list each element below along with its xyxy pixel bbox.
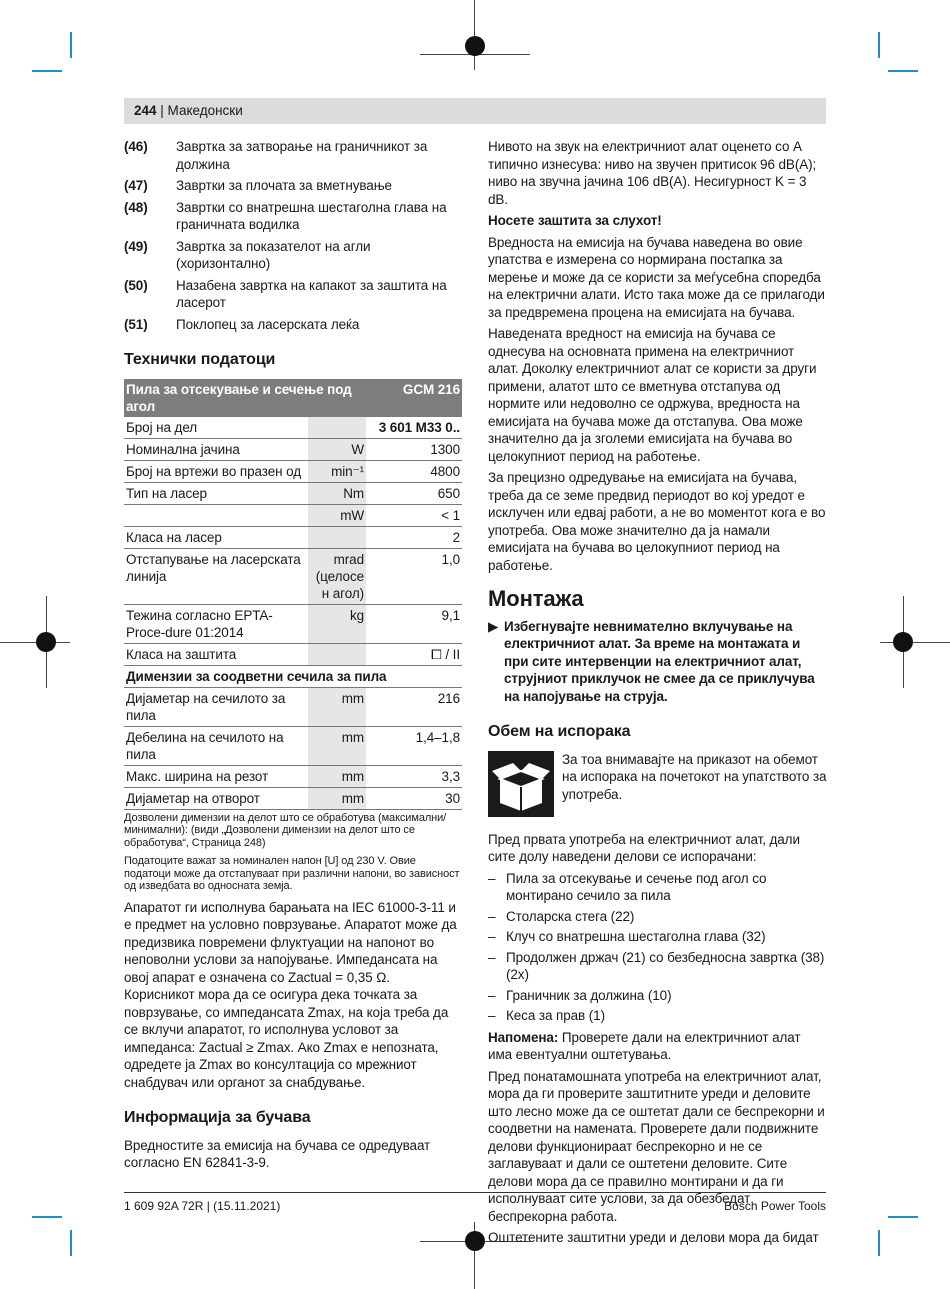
list-item: (49) Завртка за показателот на агли (хоризонтално) xyxy=(124,238,371,271)
table-row: Макс. ширина на резот mm 3,3 xyxy=(124,765,462,787)
section-heading-assembly: Монтажа xyxy=(488,586,584,611)
left-column xyxy=(124,138,462,1176)
table-row: Тип на ласер Nm 650 xyxy=(124,482,462,504)
iec-compliance-text: Апаратот ги исполнува барањата на IEC 61000-3-11 и е предмет на условно поврзување. Апаратот може да предизвика повремени флуктуации на напонот во неповолни услови за напојување. Импедансата на овој апарат е означена со Zactual = 0,35 Ω. Корисникот мора да се осигура дека точката за поврзување, со импедансата Zmax, на која треба да се вклучи апаратот, го исполнува условот за импеданса: Zactual ≥ Zmax. Ако Zmax е непозната, одредете ја Zmax во консултација со мрежниот снабдувач или органот за снабдување. xyxy=(124,899,457,1090)
list-item: (51) Поклопец за ласерската леќа xyxy=(124,316,360,332)
table-row: Дијаметар на сечилото за пила mm 216 xyxy=(124,687,462,726)
section-heading-noise-info: Информација за бучава xyxy=(124,1109,311,1126)
table-row: Број на дел 3 601 M33 0.. xyxy=(124,417,462,439)
note: Напомена: Проверете дали на електричниот алат има евентуални оштетувања. xyxy=(488,1029,801,1062)
table-row: mW < 1 xyxy=(124,504,462,526)
hearing-protection-notice: Носете заштита за слухот! xyxy=(488,213,662,228)
list-item: – Граничник за должина (10) xyxy=(488,987,672,1003)
registration-target-icon xyxy=(465,36,485,56)
registration-line xyxy=(880,642,950,643)
list-item: (48) Завртки со внатрешна шестаголна глава на граничната водилка xyxy=(124,199,447,232)
paragraph: Пред првата употреба на електричниот алат, дали сите долу наведени делови се испорачани: xyxy=(488,831,800,864)
table-row: Класа на заштита ⧠ / II xyxy=(124,643,462,665)
table-row: Отстапување на ласерската линија mrad (целосе н агол) 1,0 xyxy=(124,548,462,604)
scope-block xyxy=(488,751,828,817)
document-number: 1 609 92A 72R | (15.11.2021) xyxy=(124,1199,281,1213)
right-column xyxy=(488,138,828,1251)
list-item: – Столарска стега (22) xyxy=(488,908,635,924)
table-row: Дебелина на сечилото на пила mm 1,4–1,8 xyxy=(124,726,462,765)
delivery-items-list xyxy=(488,870,828,1025)
list-item: – Пила за отсекување и сечење под агол со монтирано сечило за пила xyxy=(488,870,767,903)
table-footnote: Податоците важат за номинален напон [U] од 230 V. Овие податоци може да отстапуваат при различни напони, во зависност од изведбата во односната земја. xyxy=(124,855,460,892)
crop-mark xyxy=(888,1216,918,1218)
crop-mark xyxy=(70,32,72,58)
brand-name: Bosch Power Tools xyxy=(724,1199,826,1213)
page-language: Македонски xyxy=(167,103,243,118)
bullet-triangle-icon: ▶ xyxy=(488,618,499,634)
table-row: Дијаметар на отворот mm 30 xyxy=(124,787,462,809)
table-row: Класа на ласер 2 xyxy=(124,526,462,548)
page-header: 244 | Македонски xyxy=(124,98,826,124)
registration-line xyxy=(0,642,70,643)
paragraph: Вредноста на емисија на бучава наведена во овие упатства е измерена со нормирана постапка за мерење и може да се користи за меѓусебна споредба на електрични алати. Исто така може да се прилагоди за предвремена процена на емисијата на бучава. xyxy=(488,234,825,320)
table-header-row: Пила за отсекување и сечење под агол GCM 216 xyxy=(124,379,462,417)
spec-table xyxy=(124,379,462,810)
page-footer xyxy=(124,1192,826,1213)
list-item: – Кеса за прав (1) xyxy=(488,1008,605,1023)
crop-mark xyxy=(878,32,880,58)
table-row: Тежина согласно EPTA-Proce-dure 01:2014 kg 9,1 xyxy=(124,604,462,643)
section-heading-technical-data: Технички податоци xyxy=(124,351,276,368)
paragraph: Пред понатамошната употреба на електричниот алат, мора да ги проверите заштитните уреди и деловите што лесно може да се оштетат дали се беспрекорни и соодветни на намената. Проверете дали подвижните делови функционираат беспрекорно и не се заглавуваат и дали се оштетени деловите. Сите делови мора да се правилно монтирани и да ги исполнуваат сите услови, за да обезбедат беспрекорна работа. xyxy=(488,1068,825,1224)
crop-mark xyxy=(70,1230,72,1256)
table-row: Број на вртежи во празен од min⁻¹ 4800 xyxy=(124,460,462,482)
table-footnote: Дозволени димензии на делот што се обработува (максимални/ минимални): (види „Дозволени димензии на делот што се обработува“, Страница 248) xyxy=(124,811,447,849)
crop-mark xyxy=(878,1230,880,1256)
safety-warning: ▶ Избегнувајте невнимателно вклучување на електричниот алат. За време на монтажата и при сите интервенции на електричниот алат, струјниот приклучок не смее да се приклучува на напојување на струја. xyxy=(488,618,815,704)
package-box-icon xyxy=(488,751,554,817)
paragraph: За прецизно одредување на емисијата на бучава, треба да се земе предвид периодот во кој уредот е исклучен или едвај работи, а не во моментот кога е во употреба. Ова може значително да ја намали емисијата на бучава во целокупниот период на работење. xyxy=(488,470,826,573)
table-subheading-row: Димензии за соодветни сечила за пила xyxy=(124,665,462,687)
paragraph: Наведената вредност на емисија на бучава се однесува на основната примена на електричниот алат. Доколку електричниот алат се користи за други примени, алатот што се вметнува отстапува од нормите или недоволно се одржува, вредноста на емисијата на бучава може да отстапува. Ова може значително да ја зголеми емисијата на бучава во целокупниот период на работење. xyxy=(488,326,817,464)
table-row: Номинална јачина W 1300 xyxy=(124,438,462,460)
crop-mark xyxy=(32,1216,62,1218)
noise-text: Вредностите за емисија на бучава се одредуваат согласно EN 62841-3-9. xyxy=(124,1137,431,1170)
page-number: 244 xyxy=(134,103,157,118)
registration-line xyxy=(474,0,475,70)
registration-target-icon xyxy=(36,632,56,652)
registration-target-icon xyxy=(465,1231,485,1251)
list-item: (50) Назабена завртка на капакот за заштита на ласерот xyxy=(124,277,447,310)
section-heading-scope: Обем на испорака xyxy=(488,723,631,740)
list-item: (47) Завртки за плочата за вметнување xyxy=(124,178,392,193)
crop-mark xyxy=(888,70,918,72)
registration-target-icon xyxy=(893,632,913,652)
noise-level-text: Нивото на звук на електричниот алат оценето со A типично изнесува: ниво на звучен притисок 96 dB(A); ниво на звучна јачина 106 dB(A). Несигурност K = 3 dB. xyxy=(488,139,817,207)
paragraph: Оштетените заштитни уреди и делови мора да бидат xyxy=(488,1230,819,1245)
parts-list xyxy=(124,138,462,333)
list-item: (46) Завртка за затворање на граничникот за должина xyxy=(124,139,428,172)
scope-text: За тоа внимавајте на приказот на обемот на испорака на почетокот на упатството за употреба. xyxy=(562,751,827,802)
list-item: – Клуч со внатрешна шестаголна глава (32) xyxy=(488,929,766,944)
list-item: – Продолжен држач (21) со безбедносна завртка (38) (2x) xyxy=(488,949,825,982)
crop-mark xyxy=(32,70,62,72)
